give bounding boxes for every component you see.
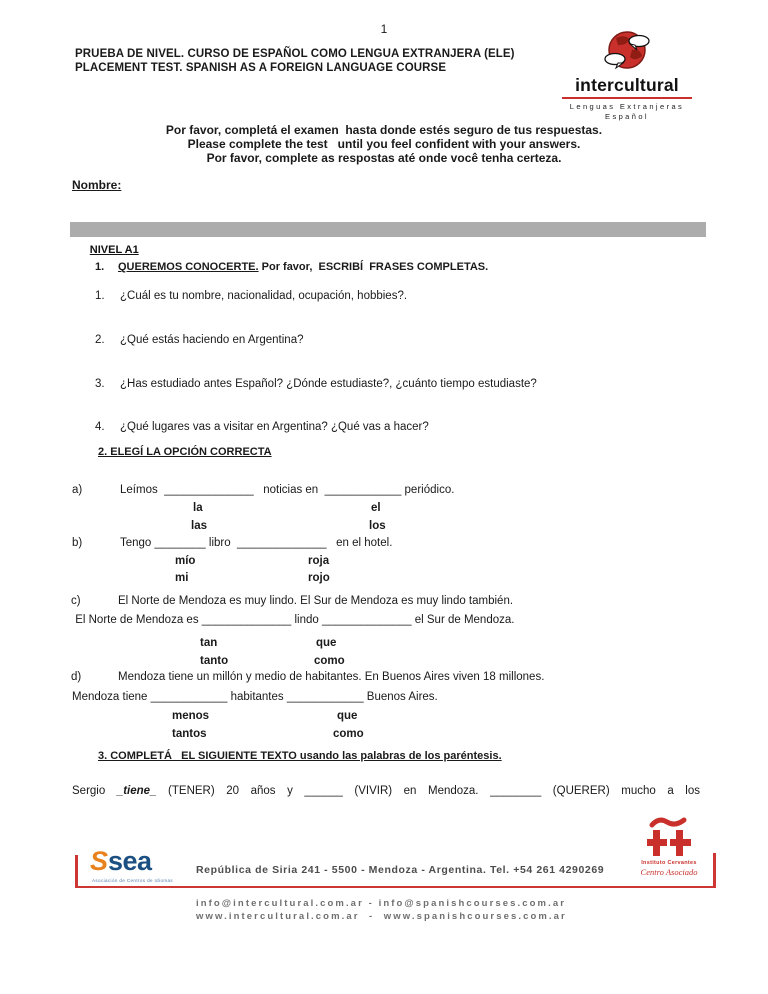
sea-logo-text: sea bbox=[108, 846, 152, 876]
question-text: ¿Cuál es tu nombre, nacionalidad, ocupación, hobbies?. bbox=[120, 290, 408, 302]
option-choice: la bbox=[193, 502, 203, 514]
exercise1-title: QUEREMOS CONOCERTE. bbox=[118, 261, 259, 273]
cervantes-logo bbox=[630, 816, 708, 877]
globe-speech-bubbles-icon bbox=[602, 30, 652, 74]
completion-part1: Sergio bbox=[72, 785, 106, 797]
logo-wordmark: intercultural bbox=[575, 75, 679, 95]
option-choice: tanto bbox=[200, 655, 229, 667]
footer-rule-right bbox=[713, 853, 716, 888]
question-number: 1. bbox=[95, 290, 105, 302]
item-label: b) bbox=[72, 537, 83, 549]
option-choice: roja bbox=[308, 555, 330, 567]
exercise1-number: 1. bbox=[95, 261, 105, 273]
item-sentence: Leímos ______________ noticias en ____________ periódico. bbox=[120, 484, 455, 496]
instruction-portuguese: Por favor, complete as respostas até onde você tenha certeza. bbox=[206, 151, 562, 165]
exercise1-instructions: Por favor, ESCRIBÍ FRASES COMPLETAS. bbox=[258, 261, 489, 273]
instruction-english: Please complete the test until you feel confident with your answers. bbox=[187, 137, 581, 151]
question-text: ¿Qué estás haciendo en Argentina? bbox=[120, 334, 304, 346]
test-title-english: PLACEMENT TEST. SPANISH AS A FOREIGN LANGUAGE COURSE bbox=[75, 62, 447, 74]
footer-rule-horizontal bbox=[75, 886, 716, 888]
option-choice: que bbox=[337, 710, 358, 722]
level-banner-label: NIVEL A1 bbox=[89, 244, 139, 256]
intercultural-logo bbox=[560, 30, 694, 121]
item-intro: Mendoza tiene un millón y medio de habitantes. En Buenos Aires viven 18 millones. bbox=[118, 671, 545, 683]
exercise1-heading bbox=[118, 261, 488, 273]
exercise3-title: 3. COMPLETÁ EL SIGUIENTE TEXTO usando las palabras de los paréntesis. bbox=[98, 750, 502, 762]
question-text: ¿Has estudiado antes Español? ¿Dónde estudiaste?, ¿cuánto tiempo estudiaste? bbox=[120, 378, 537, 390]
page-number: 1 bbox=[380, 22, 388, 36]
option-choice: como bbox=[314, 655, 345, 667]
item-sentence: Tengo ________ libro ______________ en el hotel. bbox=[120, 537, 393, 549]
item-label: d) bbox=[71, 671, 82, 683]
item-intro: El Norte de Mendoza es muy lindo. El Sur de Mendoza es muy lindo también. bbox=[118, 595, 514, 607]
cervantes-enye-icon bbox=[646, 816, 692, 858]
option-choice: el bbox=[371, 502, 381, 514]
instruction-spanish: Por favor, completá el examen hasta donde estés seguro de tus respuestas. bbox=[165, 123, 603, 137]
cervantes-subtitle: Centro Asociado bbox=[640, 867, 698, 877]
completion-sentence bbox=[72, 785, 700, 797]
sea-logo bbox=[90, 848, 152, 875]
question-number: 2. bbox=[95, 334, 105, 346]
footer-rule-left bbox=[75, 855, 78, 888]
sea-logo-s-icon: S bbox=[90, 846, 109, 876]
logo-subtitle-spanish: Español bbox=[605, 111, 649, 121]
cervantes-name: Instituto Cervantes bbox=[641, 860, 697, 866]
item-label: c) bbox=[71, 595, 81, 607]
level-banner bbox=[70, 222, 706, 256]
option-choice: que bbox=[316, 637, 337, 649]
option-choice: mi bbox=[175, 572, 189, 584]
item-sentence: El Norte de Mendoza es ______________ lindo ______________ el Sur de Mendoza. bbox=[72, 614, 515, 626]
option-choice: tan bbox=[200, 637, 218, 649]
question-number: 4. bbox=[95, 421, 105, 433]
option-choice: menos bbox=[172, 710, 210, 722]
footer-address: República de Siria 241 - 5500 - Mendoza - Argentina. Tel. +54 261 4290269 bbox=[196, 864, 605, 876]
option-choice: las bbox=[191, 520, 207, 532]
completion-answer: _tiene_ bbox=[116, 785, 157, 797]
question-text: ¿Qué lugares vas a visitar en Argentina? ¿Qué vas a hacer? bbox=[120, 421, 429, 433]
option-choice: rojo bbox=[308, 572, 330, 584]
test-title-spanish: PRUEBA DE NIVEL. CURSO DE ESPAÑOL COMO LENGUA EXTRANJERA (ELE) bbox=[75, 48, 515, 60]
logo-red-rule bbox=[562, 97, 692, 99]
name-label: Nombre: bbox=[72, 178, 122, 192]
sea-logo-tagline: Asociación de Centros de Idiomas bbox=[92, 878, 174, 883]
exercise2-title: 2. ELEGÍ LA OPCIÓN CORRECTA bbox=[98, 446, 272, 458]
question-number: 3. bbox=[95, 378, 105, 390]
item-sentence: Mendoza tiene ____________ habitantes ____________ Buenos Aires. bbox=[72, 691, 438, 703]
option-choice: los bbox=[369, 520, 386, 532]
footer-web-line: www.intercultural.com.ar - www.spanishcourses.com.ar bbox=[196, 911, 567, 922]
option-choice: tantos bbox=[172, 728, 207, 740]
footer-email-line: info@intercultural.com.ar - info@spanishcourses.com.ar bbox=[196, 898, 567, 909]
option-choice: mío bbox=[175, 555, 196, 567]
item-label: a) bbox=[72, 484, 83, 496]
completion-part2: (TENER) 20 años y ______ (VIVIR) en Mendoza. ________ (QUERER) mucho a los bbox=[168, 785, 700, 797]
logo-subtitle-languages: Lenguas Extranjeras bbox=[569, 101, 685, 111]
option-choice: como bbox=[333, 728, 364, 740]
